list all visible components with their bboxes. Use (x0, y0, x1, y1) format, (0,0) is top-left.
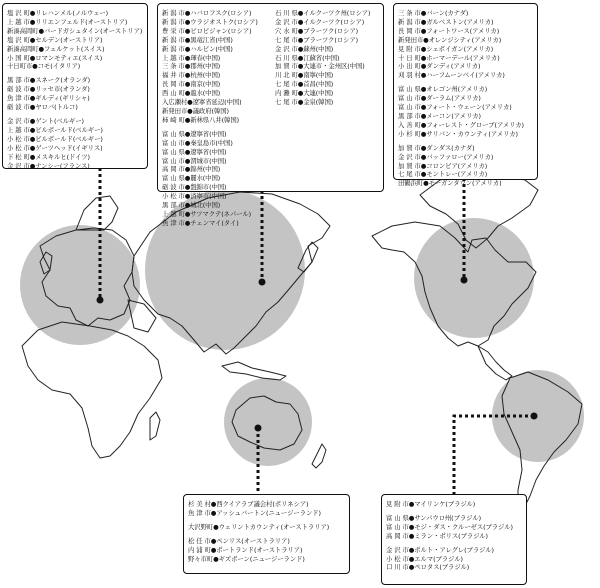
sister-city-entry: 金 沢 市●ゲント(ベルギー) (7, 116, 84, 125)
sister-city-entry: 富 山 県●オレゴン州(アメリカ) (398, 85, 488, 94)
sister-city-entry: 田鶴浜町●モーガンタウン(アメリカ) (398, 179, 502, 188)
sister-city-entry: 西 山 町●龍水(中国) (162, 89, 221, 98)
madagascar-outline (150, 412, 160, 440)
asia-pin (259, 279, 266, 286)
sister-city-entry: 金 沢 市●ナンシー(フランス) (7, 161, 90, 170)
sister-city-entry: 小 松 市●ゲーツヘッド(イギリス) (7, 143, 103, 152)
sister-city-entry: 砺 波 市●盤錦市(中国) (162, 183, 227, 192)
sister-city-entry: 高 岡 市●錦州(中国) (162, 165, 221, 174)
sister-city-entry: 小 松 市●ビルボールド(ベルギー) (7, 134, 103, 143)
sister-city-entry: 豊 栄 市●ビロビジャン(ロシア) (162, 26, 252, 35)
sister-city-entry: 見 附 市●マイリンケ(ブラジル) (386, 500, 476, 508)
sister-city-entry: 小 松 市●済寧市(中国) (162, 192, 227, 201)
scandinavia-outline (76, 196, 118, 230)
sister-city-entry: 砺 波 市●ヤロバ(トルコ) (7, 103, 78, 112)
sister-city-entry: 小 出 町●ダンディ(アメリカ) (398, 62, 481, 71)
sister-city-entry: 七 尾 市●モントレー(アメリカ) (398, 170, 488, 179)
sister-city-entry: 富 山 市●渭城市(中国) (162, 156, 227, 165)
central-america-outline (478, 346, 512, 380)
sister-city-column (275, 9, 370, 107)
north-america-highlight-circle (414, 218, 534, 338)
sister-city-entry: 金 沢 市●イルクーツク(ロシア) (275, 17, 365, 26)
sister-city-column (188, 500, 329, 563)
asia-sister-city-box (157, 3, 384, 227)
sister-city-entry: 川 北 町●南寧(中国) (275, 71, 334, 80)
sister-city-entry: 見 附 市●シェボイガン(アメリカ) (398, 44, 494, 53)
sister-city-entry: 砺 波 市●リッセ市(オランダ) (7, 85, 90, 94)
sister-city-entry: 魚 津 市●チェンマイ(タイ) (162, 218, 239, 227)
sister-city-entry: 高 岡 市●ミラン・ポリス(ブラジル) (386, 531, 488, 540)
sister-city-entry: 内 灘 町●大連(中国) (275, 89, 334, 98)
new-zealand-outline (312, 444, 326, 468)
north-america-sister-city-box (393, 3, 538, 188)
sister-city-entry: 金 沢 市●ポルト・アレグレ(ブラジル) (386, 545, 494, 554)
south-america-sister-city-box (381, 494, 527, 585)
sister-city-entry: 長 岡 市●南京(中国) (162, 80, 221, 89)
sister-city-column (398, 9, 524, 188)
sister-city-entry: 富 山 市●秦皇島市(中国) (162, 138, 233, 147)
sister-city-entry: 富 山 県●遼寧省(中国) (162, 147, 227, 156)
sister-city-entry: 穴 水 町●ブラーツク(ロシア) (275, 26, 359, 35)
europe-sister-city-box (2, 3, 148, 169)
sister-city-entry: 上 越 市●琿春(中国) (162, 53, 221, 62)
sister-city-entry: 新湊高岡町●バードガシュタイン(オーストリア) (7, 26, 143, 35)
sister-city-entry: 黒 部 市●スネーク(オランダ) (7, 76, 91, 85)
sister-city-entry: 塩 沢 町●リレハンメル(ノルウェー) (7, 9, 109, 17)
south-america-pin (531, 413, 538, 420)
sister-city-entry: 富 山 市●モジ・ダス・クルーゼス(ブラジル) (386, 522, 513, 531)
sister-city-column (7, 9, 142, 170)
sister-city-entry: 七 尾 市●ブラーツク(ロシア) (275, 35, 359, 44)
sister-city-entry: 新発田市●オレンジシティ(アメリカ) (398, 35, 502, 44)
oceania-pin (255, 425, 262, 432)
sister-city-entry: 黒 部 市●城北(中国) (162, 201, 221, 210)
sister-city-column (162, 9, 258, 228)
sister-city-entry: 杉 美 村●西クイアラブ議会村(ポリネシア) (188, 500, 309, 508)
europe-pin (97, 297, 104, 304)
sister-city-entry: 富 山 市●ダーラム(アメリカ) (398, 94, 481, 103)
sister-city-entry: 石 川 県●江蘇省(中国) (275, 53, 340, 62)
sister-city-entry: 入広瀬村●遼寧省延辺(中国) (162, 98, 242, 107)
sister-city-entry: 刈 羽 村●ハーフムーンベイ(アメリカ) (398, 71, 505, 80)
sister-city-entry: 上 越 市●リリエンフェルド(オーストリア) (7, 17, 128, 26)
sister-city-entry: 富 山 市●フォート・ウェーン(アメリカ) (398, 103, 512, 112)
sister-city-entry: 七 尾 市●首昌(中国) (275, 80, 334, 89)
sister-city-entry: 上 越 町●サツマクテ(ネパール) (162, 209, 252, 218)
sister-city-entry: 小 杉 町●サリバン・カウンティ(アメリカ) (398, 129, 518, 138)
sister-city-entry: 小 国 町●ロマンモティエ(スイス) (7, 53, 103, 62)
sister-city-entry: 三 条 市●バーン(カナダ) (398, 9, 469, 17)
sister-city-entry: 黒 部 市●メーコン(アメリカ) (398, 111, 481, 120)
south-america-highlight-circle (492, 370, 584, 462)
indonesia-outline (222, 362, 286, 380)
sister-city-entry: 塩 沢 町●セルデン(オーストリア) (7, 35, 103, 44)
sister-city-entry: 小 松 市●エルマ(ブラジル) (386, 554, 463, 563)
sister-city-entry: 福 井 市●杭州(中国) (162, 71, 221, 80)
sister-city-entry: 金 沢 市●バッファロー(アメリカ) (398, 152, 494, 161)
sister-city-entry: 三 条 市●郡州(中国) (162, 62, 221, 71)
sister-city-entry: 十日町市●コモ(イタリア) (7, 62, 81, 71)
sister-city-entry: 七 尾 市●金泉(韓国) (275, 98, 334, 107)
sister-city-entry: 魚 津 市●ギルディ(ギリシャ) (7, 94, 90, 103)
sister-city-entry: 金 沢 市●蘇州(中国) (275, 44, 334, 53)
sister-city-entry: 新湊高岡町●フェルケット(スイス) (7, 44, 105, 53)
sister-city-entry: 富 山 県●遼寧省(中国) (162, 129, 227, 138)
sister-city-entry: 野々市町●ギズボーン(ニュージーランド) (188, 554, 305, 563)
sister-city-entry: 魚 津 市●アッシュバートン(ニュージーランド) (188, 508, 321, 517)
sister-city-entry: 長 岡 市●フォートワース(アメリカ) (398, 26, 500, 35)
sister-city-entry: 口 川 市●ペロタス(ブラジル) (386, 563, 470, 572)
sister-city-entry: 富 山 県●サンパウロ州(ブラジル) (386, 513, 481, 522)
sister-city-entry: 新 潟 市●ハバロフスク(ロシア) (162, 9, 252, 17)
sister-city-entry: 加 賀 市●ダンダス(カナダ) (398, 143, 475, 152)
sister-city-entry: 上 越 市●ビルボールド(ベルギー) (7, 125, 103, 134)
sister-city-entry: 加 賀 市●大連市・金州区(中国) (275, 62, 365, 71)
sister-city-entry: 大沢野町●ウェリントカウンティ(オーストラリア) (188, 522, 330, 531)
sister-city-entry: 入 善 町●フォーレスト・グローブ(アメリカ) (398, 120, 524, 129)
sister-city-entry: 下 松 町●メスキルヒ(ドイツ) (7, 152, 90, 161)
sister-city-entry: 新 潟 市●黒竜江省(中国) (162, 35, 233, 44)
europe-highlight-circle (20, 225, 140, 345)
north-america-pin (461, 277, 468, 284)
sister-city-entry: 新発田市●議政府(韓国) (162, 106, 229, 115)
sister-city-entry: 石 川 県●イルクーツク州(ロシア) (275, 9, 371, 17)
sister-city-entry: 加 賀 市●コロンビア(アメリカ) (398, 161, 488, 170)
sister-city-entry: 新 潟 市●ウラジオストク(ロシア) (162, 17, 258, 26)
oceania-highlight-circle (224, 378, 312, 466)
sister-city-entry: 内 浦 町●ポートランド(オーストラリア) (188, 545, 303, 554)
sister-city-entry: 新 潟 市●ハルビン(中国) (162, 44, 233, 53)
sister-city-entry: 十 日 町●ホーマーデール(アメリカ) (398, 53, 500, 62)
sister-city-entry: 柿 崎 町●新林県八井(韓国) (162, 115, 240, 124)
sister-city-entry: 富 山 県●麗水(中国) (162, 174, 221, 183)
sister-city-entry: 松 任 市●ペンリス(オーストラリア) (188, 536, 290, 545)
sister-city-entry: 新 潟 市●ガルベストン(アメリカ) (398, 17, 494, 26)
oceania-sister-city-box (183, 494, 350, 574)
sister-city-column (386, 500, 513, 572)
